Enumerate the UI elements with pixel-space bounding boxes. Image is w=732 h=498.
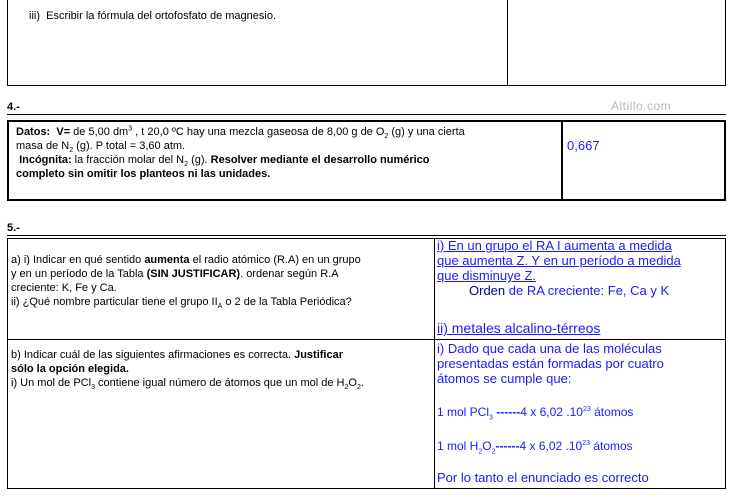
instruction-line: completo sin omitir los planteos ni las unidades. (16, 168, 271, 180)
section5a-answer: i) En un grupo el RA I aumenta a medida que aumenta Z. Y en un período a medida que disminuye Z. Orden de RA creciente: Fe, Ca y K (437, 238, 681, 298)
top-question-text: iii) Escribir la fórmula del ortofosfato de magnesio. (29, 10, 277, 22)
section4-answer: 0,667 (567, 138, 600, 153)
masa-line: masa de $N_2$ (g). P total = 3,60 atm. (16, 140, 186, 155)
section4-rule (7, 114, 726, 115)
section5b-answer: i) Dado que cada una de las moléculas presentadas están formadas por cuatro átomos se cumple que: (437, 341, 664, 386)
h2o2-line: 1 mol $H_2O_2------4$ x 6,02 $.10^{23}$ átomos (437, 439, 633, 456)
incognita-line: Incógnita: la fracción molar del $N_2$ (g). Resolver mediante el desarrollo numérico (19, 154, 430, 169)
top-answer-cell (507, 0, 726, 86)
section5-rule (7, 235, 726, 236)
conclusion-line: Por lo tanto el enunciado es correcto (437, 470, 649, 485)
pcl3-line: 1 mol PCl$_3$ ------4 x 6,02 $.10^{23}$ átomos (437, 405, 634, 422)
section4-answer-cell (561, 120, 726, 201)
section5b-question: b) Indicar cuál de las siguientes afirmaciones es correcta. Justificar sólo la opción elegida. i) Un mol de PCl$_3$ contiene igual número de átomos que un mol de $H_2O_2$. (11, 349, 364, 392)
section5-number: 5.- (7, 222, 20, 234)
datos-line: Datos: V= de 5,00 $dm^3$ , t 20,0 ºC hay una mezcla gaseosa de 8,00 g de $O_2$ (g) y una cierta (16, 125, 465, 141)
section4-question (16, 125, 556, 181)
section5a-answer-ii: ii) metales alcalino-térreos (437, 320, 601, 336)
section5a-question: a) i) Indicar en qué sentido aumenta el radio atómico (R.A) en un grupo y en un período de la Tabla (SIN JUSTIFICAR). ordenar según R.A creciente: K, Fe y Ca. ii) ¿Qué nombre particular tiene el grupo $II_A$ o 2 de la Tabla Periódica? (11, 254, 361, 311)
section4-number: 4.- (7, 101, 20, 113)
watermark: Altillo.com (611, 99, 672, 113)
